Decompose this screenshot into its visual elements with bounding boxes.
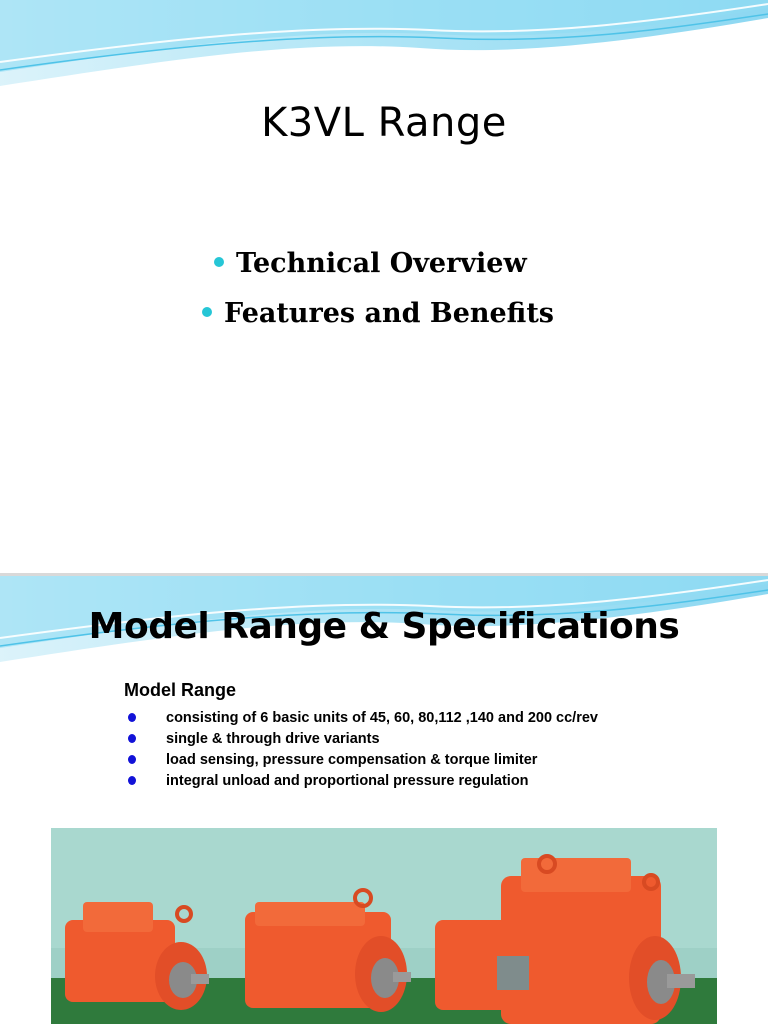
- bullet-item: Technical Overview: [214, 248, 527, 279]
- list-item: single & through drive variants: [128, 729, 598, 750]
- bullet-dot-icon: [128, 755, 136, 764]
- list-item: integral unload and proportional pressure regulation: [128, 771, 598, 792]
- bullet-dot-icon: [128, 713, 136, 722]
- section-subheading: Model Range: [124, 680, 237, 700]
- bullet-item: Features and Benefits: [202, 298, 554, 329]
- spec-list: [128, 708, 598, 792]
- slide-title: K3VL Range: [261, 100, 507, 146]
- list-item: load sensing, pressure compensation & torque limiter: [128, 750, 598, 771]
- header-wave-decoration: [0, 0, 768, 90]
- model-range-slide: [0, 576, 768, 1024]
- bullet-dot-icon: [202, 307, 212, 317]
- bullet-dot-icon: [128, 734, 136, 743]
- pump-unit-small: [65, 902, 209, 1010]
- slide-title: Model Range & Specifications: [88, 606, 680, 647]
- bullet-dot-icon: [128, 776, 136, 785]
- bullet-dot-icon: [214, 257, 224, 267]
- pump-photo: [51, 828, 717, 1024]
- list-item: consisting of 6 basic units of 45, 60, 80,112 ,140 and 200 cc/rev: [128, 708, 598, 729]
